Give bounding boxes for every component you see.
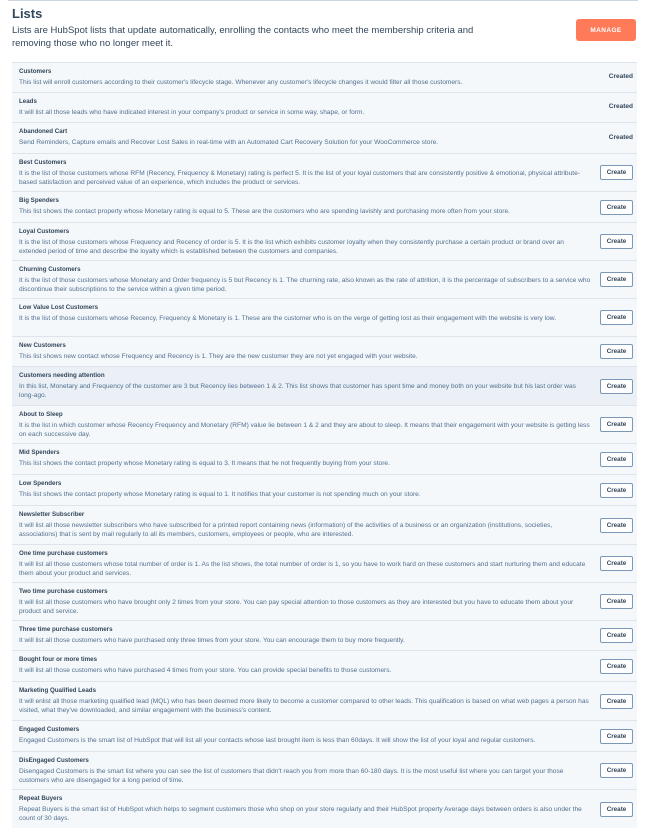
list-row-title: Customers needing attention [19, 372, 105, 379]
created-status: Created [608, 73, 633, 80]
created-status: Created [608, 103, 633, 110]
list-row-description: It will enlist all those marketing qualified lead (MQL) who has been deemed more likely to become a customer compared to other leads. This qualification is based on what web pages a person has visited, what they've downloaded, and similar engagement with the business's content. [19, 698, 589, 714]
list-row-title: Marketing Qualified Leads [19, 687, 97, 694]
list-row [12, 582, 637, 620]
list-row-description: Engaged Customers is the smart list of HubSpot that will list all your contacts whose last brought item is less than 60days. It will show the list of your loyal and regular customers. [19, 737, 536, 744]
list-row-title: Newsletter Subscriber [19, 511, 85, 518]
list-row [12, 122, 637, 153]
list-row [12, 720, 637, 751]
create-button[interactable]: Create [600, 417, 633, 432]
lists-header [12, 6, 638, 56]
list-row-title: Customers [19, 68, 52, 75]
lists-table [12, 62, 637, 828]
list-row-description: It is the list of those customers whose RFM (Recency, Frequency & Monetary) rating is perfect 5. It is the list of your loyal customers that are consistently positive & emotional, physical attribute-based satisfaction and perceived value of an experience, which includes the product or services. [19, 170, 580, 186]
list-row [12, 260, 637, 298]
top-divider [8, 0, 638, 1]
list-row-description: It is the list in which customer whose Recency Frequency and Monetary (RFM) value lie between 1 & 2 and they are about to sleep. It means that their engagement with your website is getting less on each successive day. [19, 422, 590, 438]
list-row [12, 681, 637, 720]
create-button[interactable]: Create [600, 556, 633, 571]
list-row-description: This list will enroll customers according to their customer's lifecycle stage. Whenever any customer's lifecycle changes it would filter all those customers. [19, 79, 463, 86]
create-button[interactable]: Create [600, 694, 633, 709]
list-row-title: Best Customers [19, 159, 67, 166]
list-row-description: In this list, Monetary and Frequency of the customer are 3 but Recency lies between 1 & 2. This list shows that customer has spent time and money both on your website but his last order was long-ago. [19, 383, 576, 399]
list-row-description: It will list all those newsletter subscribers who have subscribed for a printed report containing news (information) of the activities of a business or an organization (institutions, societies, associations) that is sent by mail regularly to all its members, customers, employees or people, who are interested. [19, 522, 553, 538]
list-row [12, 366, 637, 405]
list-row [12, 222, 637, 260]
list-row [12, 153, 637, 191]
list-row-title: Low Value Lost Customers [19, 304, 99, 311]
create-button[interactable]: Create [600, 200, 633, 215]
list-row-description: This list shows the contact property whose Monetary rating is equal to 1. It notifies that your customer is not spending much on your store. [19, 491, 421, 498]
list-row-title: Low Spenders [19, 480, 62, 487]
list-row-title: About to Sleep [19, 411, 63, 418]
page-description: Lists are HubSpot lists that update automatically, enrolling the contacts who meet the membership criteria and removing those who no longer meet it. [12, 25, 474, 49]
list-row-title: Leads [19, 98, 37, 105]
create-button[interactable]: Create [600, 729, 633, 744]
create-button[interactable]: Create [600, 483, 633, 498]
list-row-description: Disengaged Customers is the smart list where you can see the list of customers that didn't reach you from more than 60-180 days. It is the most useful list where you can target your those customers who are disengaged for a long period of time. [19, 768, 564, 784]
create-button[interactable]: Create [600, 802, 633, 817]
list-row-description: This list shows the contact property whose Monetary rating is equal to 3. It means that he not frequently buying from your store. [19, 460, 390, 467]
list-row [12, 298, 637, 336]
list-row [12, 474, 637, 505]
create-button[interactable]: Create [600, 272, 633, 287]
list-row-description: Repeat Buyers is the smart list of HubSpot which helps to segment customers those who shop on your store regularly and their HubSpot property Average days between orders is also under the count of 30 days. [19, 806, 582, 822]
list-row-description: This list shows new contact whose Frequency and Recency is 1. They are the new customer they are not yet engaged with your website. [19, 353, 418, 360]
list-row-description: It is the list of those customers whose Frequency and Recency of order is 5. It is the list which exhibits customer loyalty when they consistently purchase a certain product or brand over an extended period of time and describe the loyalty which is established between the customers and companies. [19, 239, 564, 255]
create-button[interactable]: Create [600, 659, 633, 674]
list-row-description: It is the list of those customers whose Monetary and Order frequency is 5 but Recency is 1. The churning rate, also known as the rate of attrition, it is the percentage of subscribers to a service who discontinue their subscriptions to the service within a given time period. [19, 277, 591, 293]
list-row [12, 751, 637, 789]
create-button[interactable]: Create [600, 763, 633, 778]
list-row-title: Big Spenders [19, 197, 59, 204]
list-row-description: It is the list of those customers whose Recency, Frequency & Monetary is 1. These are the customer who is on the verge of getting lost as their engagement with the website is very low. [19, 315, 557, 322]
create-button[interactable]: Create [600, 165, 633, 180]
list-row-description: It will list all those customers who have purchased only three times from your store. You can encourage them to buy more frequently. [19, 637, 405, 644]
create-button[interactable]: Create [600, 518, 633, 533]
create-button[interactable]: Create [600, 628, 633, 643]
create-button[interactable]: Create [600, 452, 633, 467]
list-row-title: Two time purchase customers [19, 588, 108, 595]
create-button[interactable]: Create [600, 379, 633, 394]
manage-button[interactable]: MANAGE [576, 19, 636, 41]
list-row [12, 336, 637, 366]
list-row-title: Repeat Buyers [19, 795, 63, 802]
list-row-title: Bought four or more times [19, 656, 98, 663]
create-button[interactable]: Create [600, 310, 633, 325]
list-row-description: It will list all those leads who have indicated interest in your company's product or service in some way, shape, or form. [19, 109, 365, 116]
list-row [12, 789, 637, 828]
created-status: Created [608, 134, 633, 141]
list-row-title: New Customers [19, 342, 66, 349]
list-row [12, 650, 637, 681]
list-row-title: Churning Customers [19, 266, 81, 273]
list-row [12, 405, 637, 443]
list-row [12, 92, 637, 122]
list-row-title: Three time purchase customers [19, 626, 113, 633]
list-row-title: Engaged Customers [19, 726, 80, 733]
list-row-description: Send Reminders, Capture emails and Recover Lost Sales in real-time with an Automated Cart Recovery Solution for your WooCommerce store. [19, 139, 439, 146]
list-row-title: DisEngaged Customers [19, 757, 89, 764]
page-title: Lists [12, 6, 43, 21]
create-button[interactable]: Create [600, 234, 633, 249]
list-row-description: It will list all those customers who have brought only 2 times from your store. You can pay special attention to those customers as they are interested but you have to educate them about your product and service. [19, 599, 574, 615]
list-row-description: This list shows the contact property whose Monetary rating is equal to 5. These are the customers who are spending lavishly and purchasing more often from your store. [19, 208, 510, 215]
list-row-title: Mid Spenders [19, 449, 60, 456]
list-row [12, 544, 637, 582]
list-row [12, 191, 637, 222]
create-button[interactable]: Create [600, 594, 633, 609]
list-row [12, 620, 637, 650]
list-row-title: Abandoned Cart [19, 128, 68, 135]
list-row-description: It will list all those customers who have purchased 4 times from your store. You can provide special benefits to those customers. [19, 667, 392, 674]
list-row [12, 505, 637, 544]
list-row-title: Loyal Customers [19, 228, 70, 235]
list-row-title: One time purchase customers [19, 550, 108, 557]
list-row [12, 62, 637, 92]
create-button[interactable]: Create [600, 344, 633, 359]
list-row-description: It will list all those customers whose total number of order is 1. As the list shows, the total number of order is 1, so you have to work hard on these customers and start nurturing them and educate them about your product and services. [19, 561, 586, 577]
list-row [12, 443, 637, 474]
